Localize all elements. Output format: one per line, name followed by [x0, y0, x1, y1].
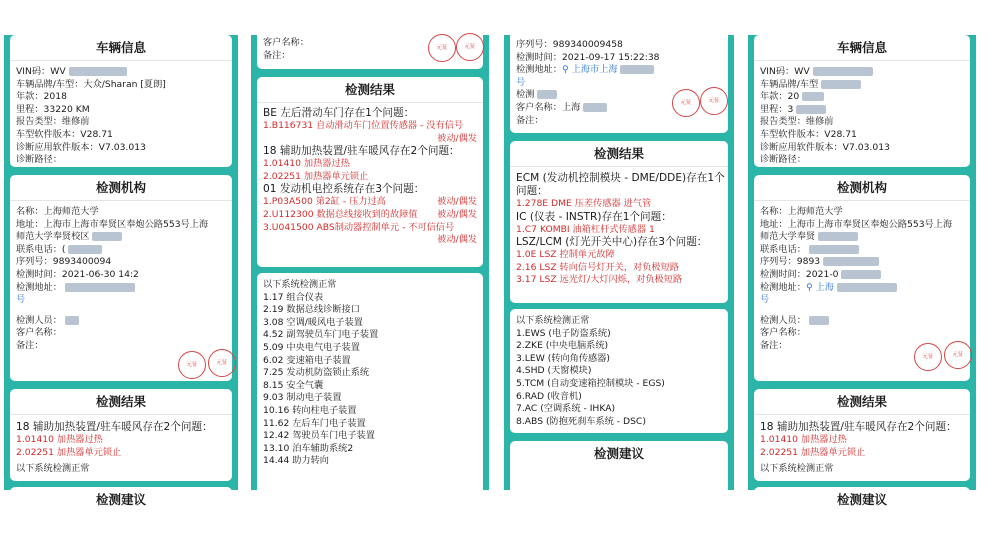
normal-system-item: 4.52 副驾驶员车门电子装置: [263, 329, 379, 341]
fault-item: 2.02251 加热器单元锁止: [760, 446, 866, 458]
agency-serial: 序列号：9893400094: [16, 256, 112, 268]
diag-path-line: 诊断路径：: [760, 154, 806, 166]
advice-card: [10, 487, 232, 527]
normal-system-item: 8.15 安全气囊: [263, 379, 324, 391]
customer-line: 客户名称：: [16, 327, 62, 339]
fault-group-heading-cont: 问题：: [516, 185, 548, 197]
red-seal-stamp: 元征: [914, 343, 942, 371]
fault-row: [263, 196, 477, 209]
normal-system-item: 6.RAD (收音机): [516, 390, 582, 402]
fault-group-heading: LSZ/LCM (灯光开关中心)存在3个问题：: [516, 236, 708, 249]
fault-tag: 被动/偶发: [437, 132, 477, 144]
app-software-line: 诊断应用软件版本：V7.03.013: [760, 141, 890, 153]
fault-tag: 被动/偶发: [437, 196, 477, 208]
result-card: [754, 389, 970, 481]
advice-title: 检测建议: [593, 446, 644, 461]
fault-group-heading: ECM (发动机控制模块 - DME/DDE)存在1个: [516, 172, 725, 184]
fault-item: 2.16 LSZ 转向信号灯开关，对负极短路: [516, 261, 679, 273]
normal-system-item: 7.25 发动机防盗锁止系统: [263, 367, 370, 379]
agency-address: 地址：上海市上海市奉贤区奉炮公路553号上海: [16, 218, 209, 230]
location-link-cont[interactable]: 号: [760, 294, 770, 306]
advice-card: [510, 441, 728, 501]
report-panel-1: [4, 35, 238, 507]
agency-name: 名称：上海师范大学: [16, 206, 99, 217]
year-line: 年款：20: [760, 91, 964, 104]
result-card: [257, 77, 483, 267]
location-link[interactable]: 号: [16, 294, 26, 306]
red-seal-stamp: 元征: [178, 351, 206, 379]
fault-group-heading: BE 左后滑动车门存在1个问题：: [263, 107, 415, 119]
inspector-line: 检测: [516, 89, 722, 102]
normal-system-item: 2.ZKE (中央电脑系统): [516, 340, 609, 352]
fault-item: 2.02251 加热器单元锁止: [263, 170, 369, 182]
agency-phone: 联系电话：(: [16, 244, 226, 257]
location-link[interactable]: 上海市上海: [571, 64, 618, 76]
result-title: 检测结果: [510, 141, 728, 167]
fault-tag: 被动/偶发: [437, 208, 477, 220]
remark-line: 备注：: [16, 339, 44, 351]
result-title: 检测结果: [10, 389, 232, 415]
normal-systems-title: 以下系统检测正常: [760, 463, 834, 475]
result-title: 检测结果: [257, 77, 483, 103]
customer-line: 客户名称：: [263, 37, 309, 48]
report-type-line: 报告类型：维修前: [760, 116, 834, 128]
normal-systems-title: 以下系统检测正常: [263, 279, 337, 290]
location-pin-icon: ⚲: [561, 64, 569, 76]
agency-address-cont: 师范大学奉贤: [760, 231, 964, 244]
fault-item: 1.P03A500 第2缸 - 压力过高: [263, 196, 386, 208]
advice-title: 检测建议: [95, 492, 146, 507]
red-seal-stamp: 元征: [456, 33, 484, 61]
red-seal-stamp: 元征: [700, 87, 728, 115]
agency-title: 检测机构: [754, 175, 970, 201]
inspect-time: 检测时间：2021-06-30 14:2: [16, 268, 139, 280]
advice-card: [754, 487, 970, 527]
normal-system-item: 2.19 数据总线诊断接口: [263, 304, 360, 316]
fault-row: [263, 209, 477, 222]
normal-system-item: 7.AC (空调系统 - IHKA): [516, 403, 616, 415]
normal-system-item: 9.03 制动电子装置: [263, 392, 342, 404]
mileage-line: 里程：33220 KM: [16, 103, 90, 115]
report-type-line: 报告类型：维修前: [16, 116, 90, 128]
location-link[interactable]: 上海: [815, 281, 834, 293]
customer-line: 客户名称：上海: [516, 102, 722, 115]
inspect-time: 检测时间：2021-0: [760, 269, 964, 282]
normal-system-item: 12.42 驾驶员车门电子装置: [263, 430, 375, 442]
model-software-line: 车型软件版本：V28.71: [760, 128, 857, 140]
brand-line: 车辆品牌/车型：大众/Sharan [夏朗]: [16, 78, 166, 90]
normal-system-item: 14.44 助力转向: [263, 455, 329, 467]
remark-line: 备注：: [760, 339, 788, 351]
fault-item: 1.C7 KOMBI 油箱杠杆式传感器 1: [516, 223, 655, 235]
normal-system-item: 11.62 左后车门电子装置: [263, 417, 366, 429]
brand-line: 车辆品牌/车型: [760, 79, 964, 92]
fault-item: 1.01410 加热器过热: [263, 158, 350, 170]
report-panel-2: [251, 35, 489, 490]
agency-card: [510, 31, 728, 133]
fault-item: 2.U112300 数据总线接收到的故障值: [263, 208, 418, 220]
report-panel-3: [504, 35, 734, 490]
vehicle-info-card: [754, 35, 970, 167]
remark-line: 备注：: [263, 49, 291, 61]
result-card: [510, 141, 728, 303]
agency-address-cont: 师范大学奉贤校区: [16, 231, 226, 244]
inspector-line: 检测人员：: [16, 315, 226, 328]
diag-path-line: 诊断路径：: [16, 154, 62, 166]
result-title: 检测结果: [754, 389, 970, 415]
advice-title: 检测建议: [836, 492, 887, 507]
normal-system-item: 5.TCM (自动变速箱控制模块 - EGS): [516, 377, 665, 389]
fault-item: 1.B116731 自动滑动车门位置传感器 - 没有信号: [263, 120, 464, 131]
agency-title: 检测机构: [10, 175, 232, 201]
inspector-line: 检测人员：: [760, 315, 964, 328]
fault-group-heading: IC (仪表 - INSTR)存在1个问题：: [516, 210, 672, 223]
normal-system-item: 1.EWS (电子防盗系统): [516, 327, 611, 339]
app-software-line: 诊断应用软件版本：V7.03.013: [16, 141, 146, 153]
customer-card: [257, 29, 483, 69]
normal-system-item: 13.10 泊车辅助系统2: [263, 442, 354, 454]
agency-serial: 序列号：9893: [760, 256, 964, 269]
year-line: 年款：2018: [16, 91, 67, 103]
vehicle-info-title: 车辆信息: [10, 35, 232, 61]
inspect-time: 检测时间：2021-09-17 15:22:38: [516, 51, 660, 63]
model-software-line: 车型软件版本：V28.71: [16, 128, 113, 140]
normal-system-item: 5.09 中央电气电子装置: [263, 341, 360, 353]
fault-group-heading: 18 辅助加热装置/驻车暖风存在2个问题：: [263, 145, 460, 158]
fault-item: 1.278E DME 压差传感器 进气管: [516, 198, 652, 209]
location-link-cont[interactable]: 号: [516, 76, 526, 88]
red-seal-stamp: 元征: [672, 89, 700, 117]
fault-group-heading: 18 辅助加热装置/驻车暖风存在2个问题：: [16, 421, 213, 433]
report-panel-4: [748, 35, 976, 507]
normal-system-item: 10.16 转向柱电子装置: [263, 404, 357, 416]
remark-line: 备注：: [516, 114, 544, 126]
fault-item: 1.01410 加热器过热: [16, 434, 103, 445]
normal-systems-card: [257, 273, 483, 498]
fault-tag: 被动/偶发: [437, 234, 477, 246]
fault-item: 3.17 LSZ 远光灯/大灯闪烁，对负极短路: [516, 274, 683, 286]
red-seal-stamp: 元征: [208, 349, 236, 377]
vin-line: VIN码：WV: [760, 66, 964, 79]
result-card: [10, 389, 232, 481]
fault-item: 2.02251 加热器单元锁止: [16, 446, 122, 458]
inspect-location: 检测地址：: [16, 282, 226, 295]
agency-address: 地址：上海市上海市奉贤区奉炮公路553号上海: [760, 218, 953, 230]
agency-card: [10, 175, 232, 381]
fault-group-heading: 18 辅助加热装置/驻车暖风存在2个问题：: [760, 421, 957, 433]
fault-item: 1.0E LSZ 控制单元故障: [516, 249, 615, 261]
agency-card: [754, 175, 970, 381]
fault-group-heading: 01 发动机电控系统存在3个问题：: [263, 183, 425, 196]
normal-systems-title: 以下系统检测正常: [516, 315, 590, 326]
normal-system-item: 8.ABS (防抱死刹车系统 - DSC): [516, 415, 646, 427]
normal-systems-card: [510, 309, 728, 433]
fault-item: 3.U041500 ABS制动器控制单元 - 不可信信号: [263, 221, 455, 233]
customer-line: 客户名称：: [760, 327, 806, 339]
vehicle-info-card: [10, 35, 232, 167]
red-seal-stamp: 元征: [428, 34, 456, 62]
normal-system-item: 4.SHD (天窗模块): [516, 365, 592, 377]
fault-item: 1.01410 加热器过热: [760, 434, 847, 445]
vin-line: VIN码：WV: [16, 66, 226, 79]
agency-serial: 序列号：989340009458: [516, 39, 623, 50]
red-seal-stamp: 元征: [944, 341, 972, 369]
location-pin-icon: ⚲: [805, 281, 813, 293]
vehicle-info-title: 车辆信息: [754, 35, 970, 61]
inspect-location: 检测地址：⚲ 上海: [760, 282, 964, 295]
inspect-location: 检测地址：⚲ 上海市上海: [516, 64, 722, 77]
mileage-line: 里程：3: [760, 104, 964, 117]
agency-phone: 联系电话：: [760, 244, 964, 257]
agency-name: 名称：上海师范大学: [760, 206, 843, 217]
normal-system-item: 1.17 组合仪表: [263, 291, 324, 303]
normal-system-item: 3.LEW (转向角传感器): [516, 352, 610, 364]
normal-system-item: 3.08 空调/暖风电子装置: [263, 316, 363, 328]
normal-system-item: 6.02 变速箱电子装置: [263, 354, 351, 366]
normal-systems-title: 以下系统检测正常: [16, 463, 90, 475]
